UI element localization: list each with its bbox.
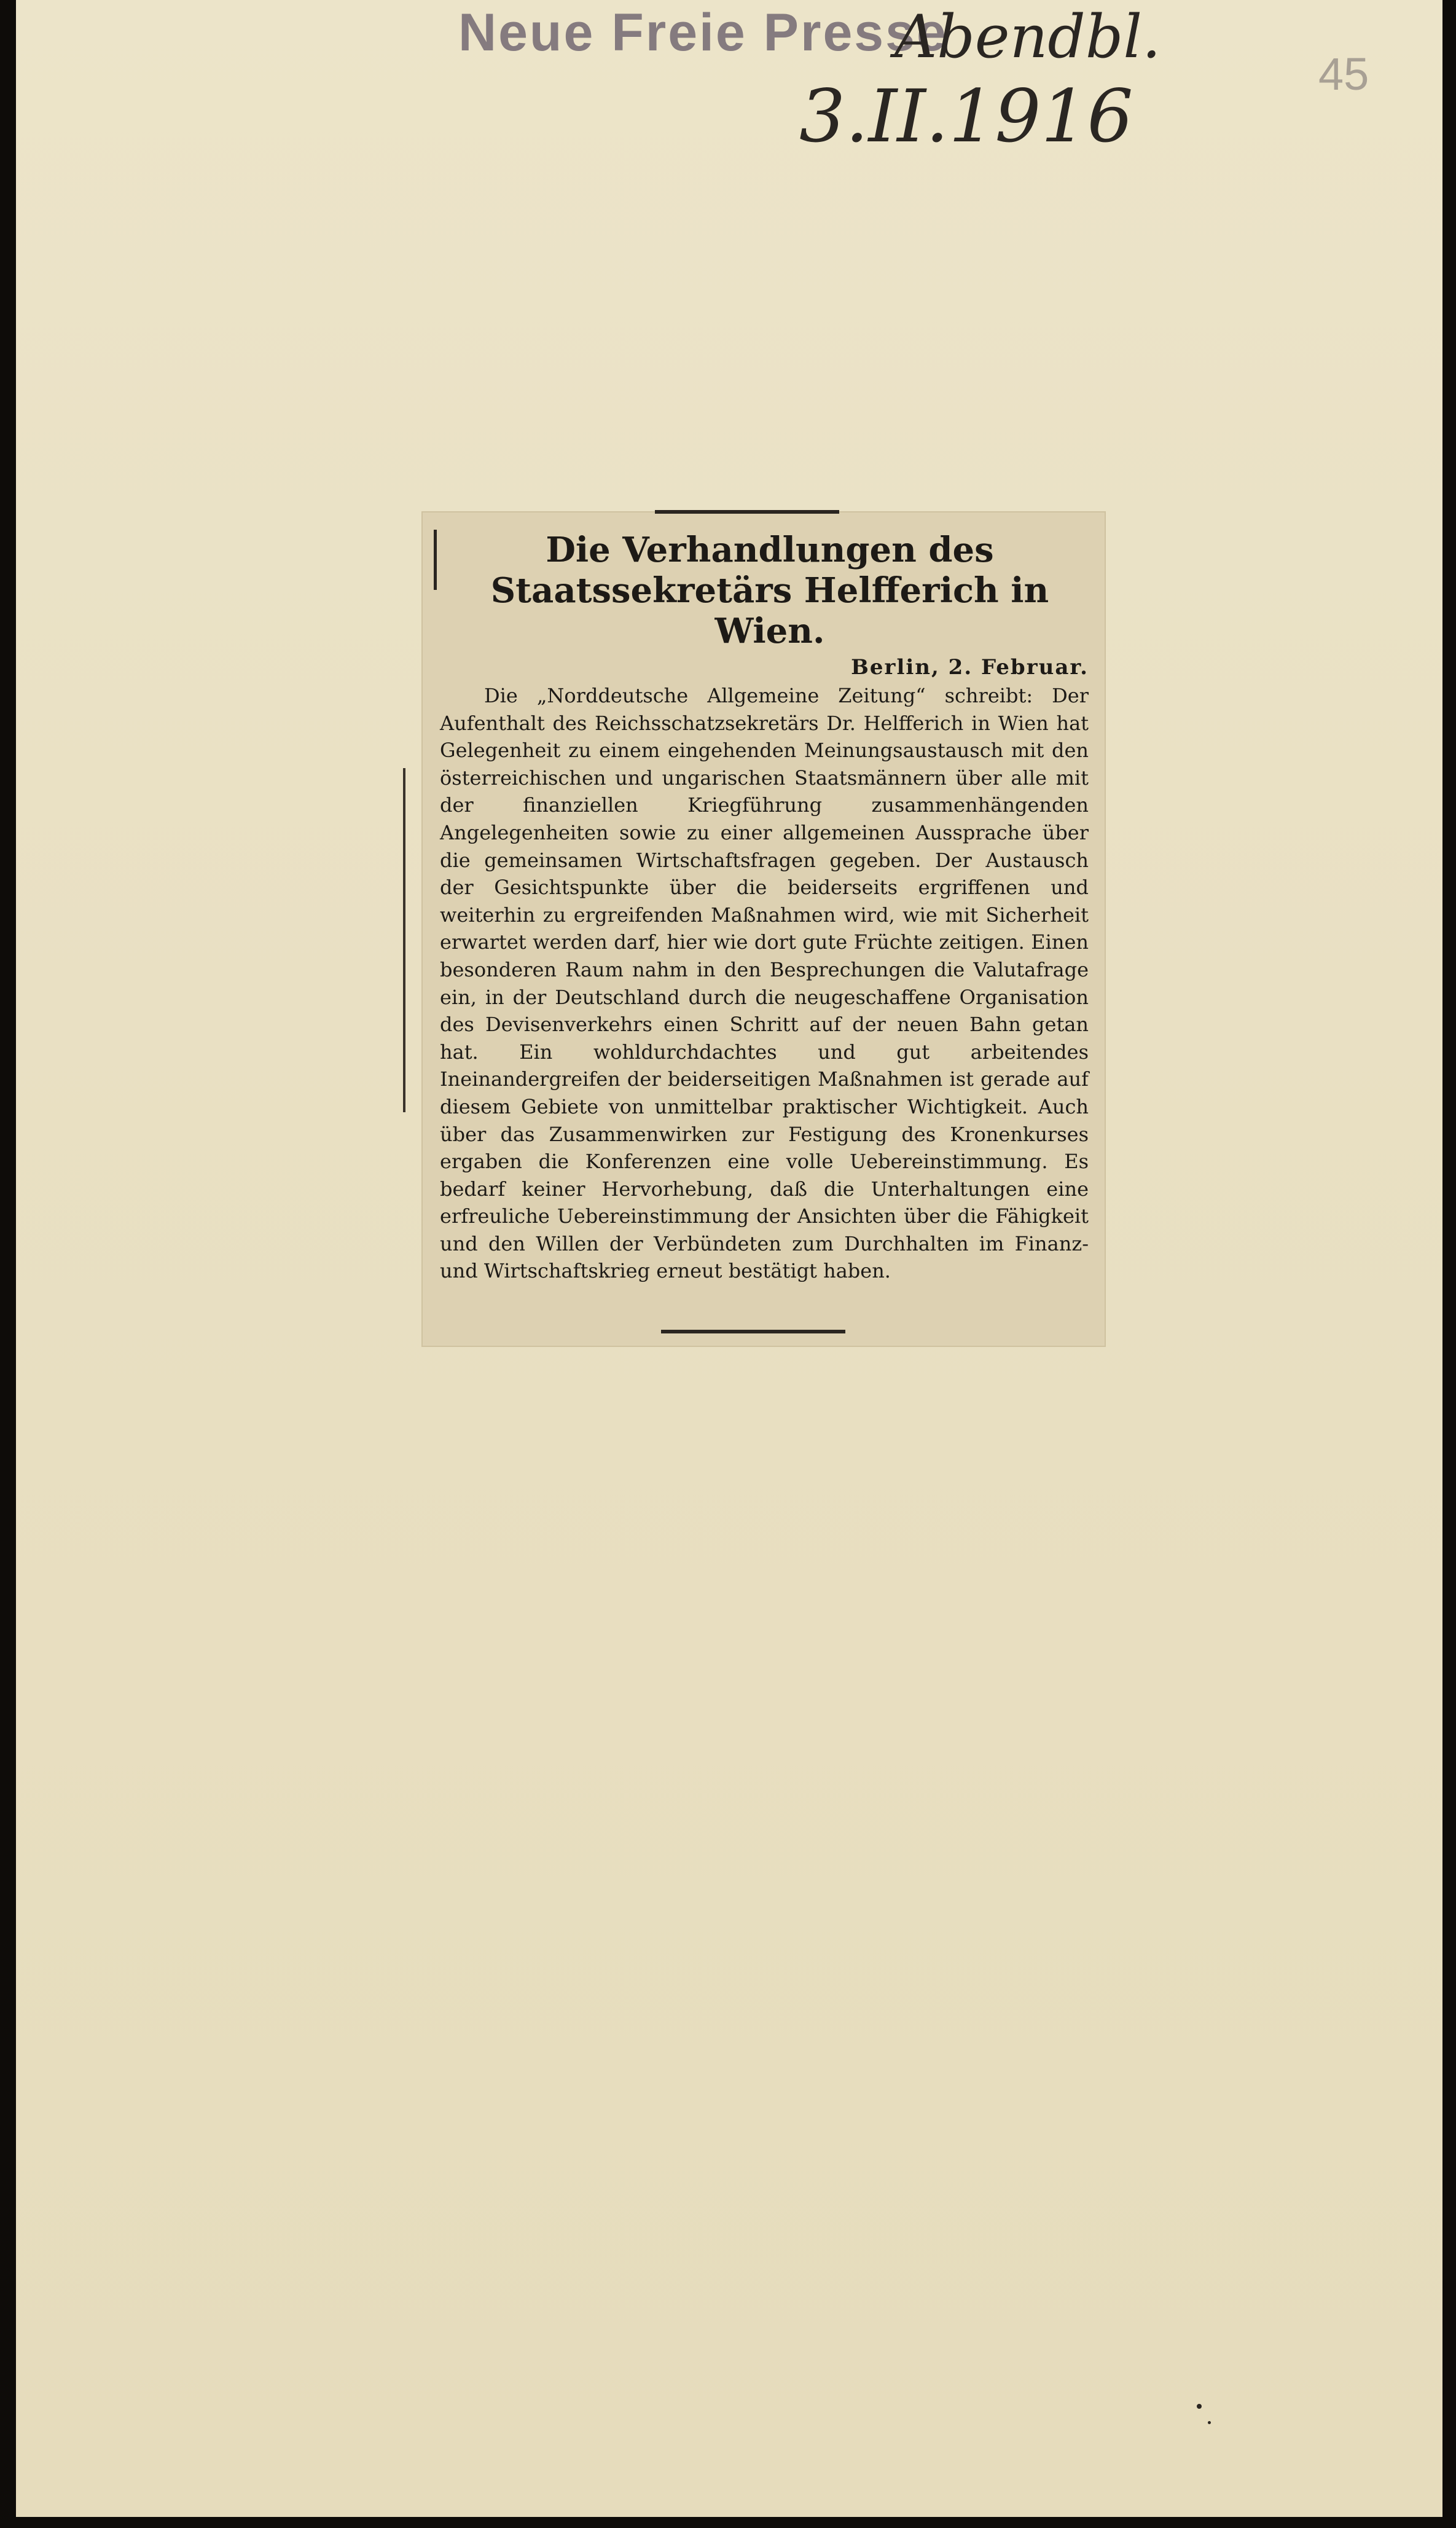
article-body: Die „Norddeutsche Allgemeine Zeitung“ schreibt: Der Aufenthalt des Reichsschatzsekretärs Dr. Helfferich in Wien hat Gelegenheit zu einem eingehenden Meinungsaustausch mit den österreichischen und ungarischen Staatsmännern über alle mit der finanziellen Kriegführung zusammenhängenden Angelegenheiten sowie zu einer allgemeinen Aussprache über die gemeinsamen Wirtschaftsfragen gegeben. Der Austausch der Gesichtspunkte über die beiderseits ergriffenen und weiterhin zu ergreifenden Maßnahmen wird, wie mit Sicherheit erwartet werden darf, hier wie dort gute Früchte zeitigen. Einen besonderen Raum nahm in den Besprechungen die Valutafrage ein, in der Deutschland durch die neugeschaffene Organisation des Devisenverkehrs einen Schritt auf der neuen Bahn getan hat. Ein wohldurchdachtes und gut arbeitendes Ineinandergreifen der beiderseitigen Maßnahmen ist gerade auf diesem Gebiete von unmittelbar praktischer Wichtigkeit. Auch über das Zusammenwirken zur Festigung des Kronenkurses ergaben die Konferenzen eine volle Uebereinstimmung. Es bedarf keiner Hervorhebung, daß die Unterhaltungen eine erfreuliche Uebereinstimmung der Ansichten über die Fähigkeit und den Willen der Verbündeten zum Durchhalten im Finanz- und Wirtschaftskrieg erneut bestätigt haben. — [440, 684, 1089, 1283]
archive-sheet — [16, 0, 1442, 2517]
clipping-top-rule — [655, 510, 839, 514]
newspaper-stamp: Neue Freie Presse — [458, 3, 948, 62]
paper-speck — [1208, 2421, 1211, 2424]
clipping-side-bar — [434, 530, 437, 590]
clipping-bottom-rule — [661, 1330, 845, 1333]
paper-speck — [1197, 2404, 1202, 2409]
handwritten-date: 3.II.1916 — [799, 74, 1133, 159]
margin-pencil-line — [403, 768, 405, 1112]
article-headline: Die Verhandlungen des Staatssekretärs Helfferich in Wien. — [490, 530, 1049, 651]
folio-number: 45 — [1318, 49, 1369, 100]
handwritten-edition: Abendbl. — [894, 2, 1161, 71]
article-dateline: Berlin, 2. Februar. — [851, 655, 1089, 680]
newspaper-clipping — [421, 511, 1106, 1347]
